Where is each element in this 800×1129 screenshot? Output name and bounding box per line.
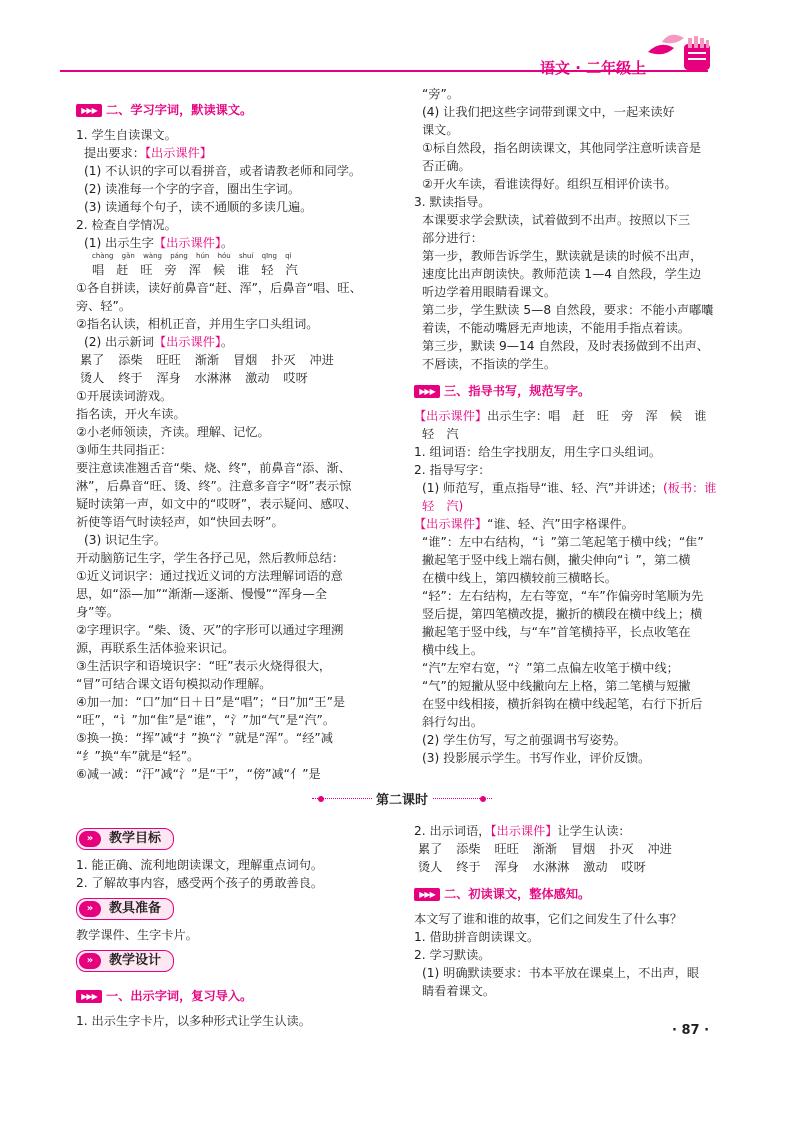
text-line: 在横中线上，第四横较前三横略长。 bbox=[422, 571, 617, 585]
lesson-title: 第二课时 bbox=[372, 789, 432, 808]
text-line: ①各自拼读，读好前鼻音“赶、浑”，后鼻音“唱、旺、 bbox=[76, 281, 362, 295]
text-line: “旁”。 bbox=[422, 87, 460, 101]
section-heading: ▶▶▶ 三、指导书写，规范写字。 bbox=[414, 382, 734, 400]
text-line: 竖后提，第四笔横改提，撇折的横段在横中线上；横 bbox=[422, 607, 703, 621]
word-row: 烫人 终于 浑身 水淋淋 激动 哎呀 bbox=[418, 860, 646, 874]
text-line: ①标自然段，指名朗读课文，其他同学注意听读音是 bbox=[422, 141, 702, 155]
text-line: ②指名认读，相机正音，并用生字口头组词。 bbox=[76, 317, 319, 331]
text-line: “气”的短撇从竖中线撇向左上格，第二笔横与短撇 bbox=[422, 679, 691, 693]
text-line: (3) 投影展示学生。书写作业，评价反馈。 bbox=[422, 751, 651, 765]
courseware-tag: 【出示课件】 bbox=[414, 517, 488, 531]
text-line: ②字理识字。“柴、烫、灭”的字形可以通过字理溯 bbox=[76, 623, 344, 637]
chevron-badge-icon: » bbox=[79, 901, 101, 917]
text-line: 听边学着用眼睛看课文。 bbox=[422, 285, 557, 299]
text-line: 思，如“添—加”“渐渐—逐渐、慢慢”“浑身—全 bbox=[76, 587, 327, 601]
section-pill: » 教具准备 bbox=[76, 898, 174, 920]
page-number: · 87 · bbox=[672, 1023, 710, 1038]
dot-icon bbox=[318, 796, 324, 802]
text-line: 2. 指导写字： bbox=[414, 463, 491, 477]
book-flower-logo bbox=[640, 18, 720, 78]
text-line: (1) 明确默读要求：书本平放在课桌上，不出声，眼 bbox=[422, 966, 700, 980]
text-line: 1. 出示生字卡片，以多种形式让学生认读。 bbox=[76, 1014, 311, 1028]
text-line: 本课要求学会默读，试着做到不出声。按照以下三 bbox=[422, 213, 691, 227]
lesson-banner bbox=[312, 789, 492, 809]
text-line: ②开火车读，看谁读得好。组织互相评价读书。 bbox=[422, 177, 677, 191]
text-line: (3) 读通每个句子，读不通顺的多读几遍。 bbox=[84, 200, 313, 214]
section-heading: ▶▶▶ 二、初读课文，整体感知。 bbox=[414, 885, 734, 903]
text-line: 睛看着课文。 bbox=[422, 984, 496, 998]
pinyin-row: chàng gǎn wàng páng hún hóu shuí qīng qì bbox=[92, 252, 292, 260]
lesson2-left-column bbox=[76, 822, 396, 1030]
text-line: 提出要求：【出示课件】 bbox=[84, 146, 212, 160]
blackboard-note: (板书：谁 bbox=[662, 481, 717, 495]
word-row: 累了 添柴 旺旺 渐渐 冒烟 扑灭 冲进 bbox=[418, 842, 672, 856]
text-line: 1. 能正确、流利地朗读课文，理解重点词句。 bbox=[76, 858, 324, 872]
text-line: 旁、轻”。 bbox=[76, 299, 132, 313]
word-row: 累了 添柴 旺旺 渐渐 冒烟 扑灭 冲进 bbox=[80, 353, 334, 367]
right-column bbox=[414, 85, 734, 767]
text-line: 课文。 bbox=[422, 123, 459, 137]
text-line: (2) 出示新词【出示课件】。 bbox=[84, 335, 234, 349]
section-pill: » 教学目标 bbox=[76, 828, 174, 850]
text-line: ②小老师领读，齐读。理解、记忆。 bbox=[76, 425, 270, 439]
text-line: (1) 不认识的字可以看拼音，或者请教老师和同学。 bbox=[84, 164, 362, 178]
text-line: (1) 师范写，重点指导“谁、轻、汽”并讲述；(板书：谁 bbox=[422, 481, 717, 495]
text-line: 速度比出声朗读快。教师范读 1—4 自然段，学生边 bbox=[422, 267, 702, 281]
header-rule bbox=[60, 70, 708, 72]
text-line: 【出示课件】出示生字：唱 赶 旺 旁 浑 候 谁 bbox=[414, 409, 707, 423]
section-pill: » 教学设计 bbox=[76, 950, 174, 972]
section-heading: ▶▶▶ 二、学习字词，默读课文。 bbox=[76, 101, 396, 119]
text-line: 1. 借助拼音朗读课文。 bbox=[414, 930, 540, 944]
text-line: 指名读，开火车读。 bbox=[76, 407, 186, 421]
text-line: 在竖中线相接，横折斜钩在横中线起笔，右行下折后 bbox=[422, 697, 703, 711]
text-line: ①近义词识字：通过找近义词的方法理解词语的意 bbox=[76, 569, 343, 583]
text-line: 2. 学习默读。 bbox=[414, 948, 491, 962]
chevron-badge-icon: » bbox=[79, 953, 101, 969]
text-line: 2. 了解故事内容，感受两个孩子的勇敢善良。 bbox=[76, 876, 324, 890]
text-line: ①开展读词游戏。 bbox=[76, 389, 173, 403]
courseware-tag: 【出示课件】 bbox=[153, 335, 221, 349]
text-line: (2) 学生仿写，写之前强调书写姿势。 bbox=[422, 733, 626, 747]
text-line: 2. 出示词语，【出示课件】让学生认读： bbox=[414, 824, 631, 838]
text-line: (2) 读准每一个字的字音，圈出生字词。 bbox=[84, 182, 301, 196]
section-heading: ▶▶▶ 一、出示字词，复习导入。 bbox=[76, 987, 396, 1005]
text-line: 2. 检查自学情况。 bbox=[76, 218, 177, 232]
text-line: 本文写了谁和谁的故事，它们之间发生了什么事？ bbox=[414, 912, 683, 926]
lesson2-right-column bbox=[414, 822, 734, 1000]
text-line: 部分进行： bbox=[422, 231, 483, 245]
text-line: 否正确。 bbox=[422, 159, 471, 173]
text-line: 第一步，教师告诉学生，默读就是读的时候不出声， bbox=[422, 249, 703, 263]
text-line: 3. 默读指导。 bbox=[414, 195, 491, 209]
text-line: 不唇读，不指读的学生。 bbox=[422, 357, 557, 371]
text-line: 要注意读准翘舌音“柴、烧、终”，前鼻音“添、渐、 bbox=[76, 461, 351, 475]
text-line: 教学课件、生字卡片。 bbox=[76, 928, 198, 942]
text-line: “汽”左窄右宽，“氵”第二点偏左收笔于横中线； bbox=[422, 661, 679, 675]
text-line: (1) 出示生字【出示课件】。 bbox=[84, 236, 234, 250]
text-line: 撇起笔于竖中线上端右侧，撇尖伸向“讠”，第二横 bbox=[422, 553, 691, 567]
courseware-tag: 【出示课件】 bbox=[144, 146, 212, 160]
text-line: 开动脑筋记生字，学生各抒己见，然后教师总结： bbox=[76, 551, 345, 565]
left-column bbox=[76, 92, 396, 783]
text-line: “轻”：左右结构，左右等宽，“车”作偏旁时笔顺为先 bbox=[422, 589, 704, 603]
courseware-tag: 【出示课件】 bbox=[490, 824, 558, 838]
text-line: 横中线上。 bbox=[422, 643, 483, 657]
text-line: ③师生共同指正： bbox=[76, 443, 173, 457]
text-line: “冒”可结合课文语句模拟动作理解。 bbox=[76, 677, 272, 691]
text-line: 祈使等语气时读轻声，如“快回去呀”。 bbox=[76, 515, 284, 529]
dot-icon bbox=[480, 796, 486, 802]
text-line: 身”等。 bbox=[76, 605, 119, 619]
text-line: 着读，不能动嘴唇无声地读，不能用手指点着读。 bbox=[422, 321, 691, 335]
word-row: 烫人 终于 浑身 水淋淋 激动 哎呀 bbox=[80, 371, 308, 385]
text-line: 撇起笔于竖中线，与“车”首笔横持平，长点收笔在 bbox=[422, 625, 691, 639]
text-line: ⑥减一减：“汗”减“氵”是“干”，“傍”减“亻”是 bbox=[76, 767, 321, 781]
text-line: 疑时读第一声，如文中的“哎呀”，表示疑问、感叹、 bbox=[76, 497, 357, 511]
text-line: “旺”，“讠”加“隹”是“谁”，“氵”加“气”是“汽”。 bbox=[76, 713, 336, 727]
text-line: 淋”，后鼻音“旺、烫、终”。注意多音字“呀”表示惊 bbox=[76, 479, 352, 493]
text-line: (4) 让我们把这些字词带到课文中，一起来读好 bbox=[422, 105, 675, 119]
text-line: 源，再联系生活体验来识记。 bbox=[76, 641, 235, 655]
blackboard-note: 轻 汽) bbox=[422, 499, 464, 513]
courseware-tag: 【出示课件】 bbox=[414, 409, 488, 423]
text-line: 第三步，默读 9—14 自然段，及时表扬做到不出声、 bbox=[422, 339, 709, 353]
text-line: (3) 识记生字。 bbox=[84, 533, 167, 547]
text-line: 斜行勾出。 bbox=[422, 715, 483, 729]
triple-arrow-icon: ▶▶▶ bbox=[414, 888, 440, 901]
text-line: 1. 学生自读课文。 bbox=[76, 128, 177, 142]
triple-arrow-icon: ▶▶▶ bbox=[76, 990, 102, 1003]
text-line: “谁”：左中右结构，“讠”第二笔起笔于横中线；“隹” bbox=[422, 535, 704, 549]
text-line: “纟”换“车”就是“轻”。 bbox=[76, 749, 200, 763]
triple-arrow-icon: ▶▶▶ bbox=[414, 385, 440, 398]
text-line: ④加一加：“口”加“日＋日”是“唱”；“日”加“王”是 bbox=[76, 695, 346, 709]
text-line: 【出示课件】“谁、轻、汽”田字格课件。 bbox=[414, 517, 634, 531]
text-line: ⑤换一换：“挥”减“扌”换“氵”就是“浑”。“经”减 bbox=[76, 731, 333, 745]
text-line: 第二步，学生默读 5—8 自然段，要求：不能小声嘟囔 bbox=[422, 303, 714, 317]
text-line: ③生活识字和语境识字：“旺”表示火烧得很大， bbox=[76, 659, 332, 673]
header-title: 语文 · 二年级上 bbox=[540, 59, 647, 77]
triple-arrow-icon: ▶▶▶ bbox=[76, 104, 102, 117]
courseware-tag: 【出示课件】 bbox=[153, 236, 221, 250]
chevron-badge-icon: » bbox=[79, 831, 101, 847]
text-line: 1. 组词语：给生字找朋友，用生字口头组词。 bbox=[414, 445, 662, 459]
text-line: 轻 汽 bbox=[422, 427, 459, 441]
character-row: 唱赶旺旁浑候谁轻汽 bbox=[92, 263, 310, 277]
